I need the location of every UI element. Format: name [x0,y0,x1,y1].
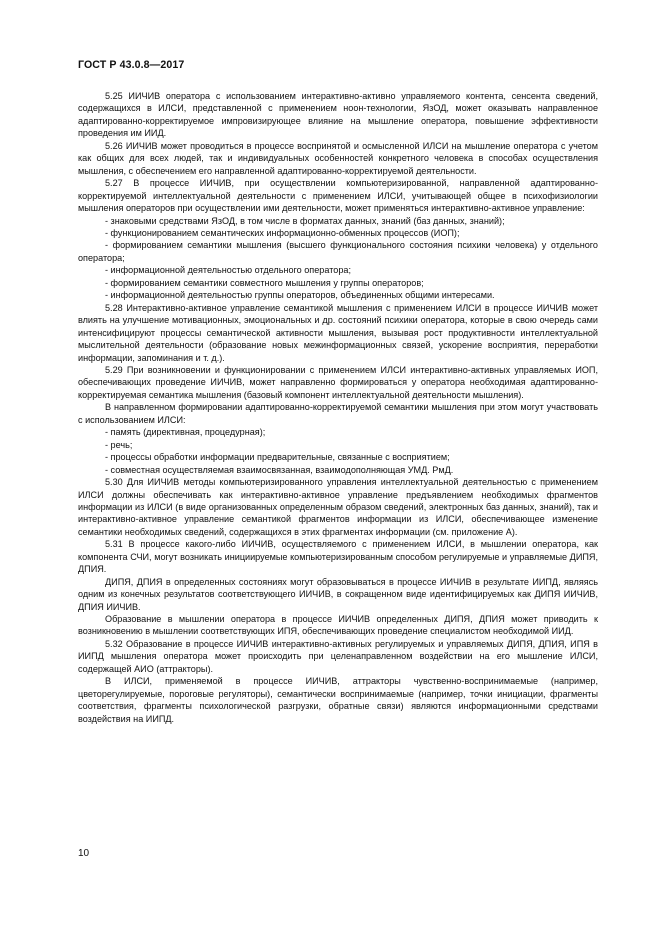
list-item: - речь; [105,439,133,450]
list-item: - формированием семантики совместного мышления у группы операторов; [105,277,424,288]
paragraph-5-27: 5.27 В процессе ИИЧИВ, при осуществлении компьютеризированной, направленной адаптированно-корректируемой интеллектуальной деятельности с применением ИЛСИ, учитывающей общее в психофизиологии мышления операторов при осуществлении ими деятельности, может применяться интерактивно-активное управление: [78,178,598,214]
list-item: - информационной деятельностью группы операторов, объединенных общими интересами. [105,290,495,301]
paragraph-5-25: 5.25 ИИЧИВ оператора с использованием интерактивно-активно управляемого контента, сенсента сведений, содержащихся в ИЛСИ, представленной с применением ноон-технологии, ЯзОД, может оказывать направленное адаптированно-корректируемое импровизирующее влияние на мышление оператора, повышение эффективности проведения им ИИД. [78,91,598,139]
list-item: - процессы обработки информации предварительные, связанные с восприятием; [105,452,450,463]
paragraph-5-32: 5.32 Образование в процессе ИИЧИВ интерактивно-активных регулируемых и управляемых ДИПЯ, ДПИЯ, ИПЯ в ИИПД мышления оператора может происходить при целенаправленном воздействии на его мышление ИЛСИ, содержащей АИО (аттракторы). [78,638,598,674]
page-number: 10 [78,848,90,859]
paragraph-text: В направленном формировании адаптированно-корректируемой семантики мышления при этом могут участвовать с использованием ИЛСИ: [78,402,598,425]
paragraph-text: Образование в мышлении оператора в процессе ИИЧИВ определенных ДИПЯ, ДПИЯ может приводить к возникновению в мышлении соответствующих ИПЯ, обеспечивающих проведение специалистом необходимой ИИД. [78,614,598,637]
list-item: - формированием семантики мышления (высшего функционального состояния психики человека) у отдельного оператора; [78,240,598,263]
paragraph-text: ДИПЯ, ДПИЯ в определенных состояниях могут образовываться в процессе ИИЧИВ в результате ИИПД, являясь одним из конечных результатов соответствующего ИИЧИВ, в сокращенном виде идентифицируемых как ДИПЯ ИИЧИВ, ДПИЯ ИИЧИВ. [78,576,598,612]
list-item: - память (директивная, процедурная); [105,427,266,438]
paragraph-5-29: 5.29 При возникновении и функционировании с применением ИЛСИ интерактивно-активных управляемых ИОП, обеспечивающих проведение ИИЧИВ, может направленно формироваться у оператора необходимая адаптированно-корректируемая семантика мышления (базовый компонент интеллектуальной деятельности мышления). [78,364,598,400]
list-item: - функционированием семантических информационно-обменных процессов (ИОП); [105,227,460,238]
paragraph-5-31: 5.31 В процессе какого-либо ИИЧИВ, осуществляемого с применением ИЛСИ, в мышлении оператора, как компонента СЧИ, могут возникать инициируемые компьютеризированным способом регулируемые и управляемые ДИПЯ, ДПИЯ. [78,539,598,575]
document-body [78,90,598,725]
paragraph-5-26: 5.26 ИИЧИВ может проводиться в процессе воспринятой и осмысленной ИЛСИ на мышление оператора с учетом как общих для всех людей, так и индивидуальных особенностей конкретного человека в способах осуществления мышления, с обеспечением его направленной адаптированно-корректируемой деятельности. [78,140,598,176]
list-item: - информационной деятельностью отдельного оператора; [105,265,351,276]
paragraph-5-28: 5.28 Интерактивно-активное управление семантикой мышления с применением ИЛСИ в процессе ИИЧИВ может влиять на улучшение мотивационных, эмоциональных и др. состояний психики оператора, которые в свою очередь сами интенсифицируют процессы семантической активности мышления, вызывая рост продуктивности интеллектуальной мыслительной деятельности (образование новых межинформационных связей, ускорение восприятия, переработки информации, запоминания и т. д.). [78,302,598,363]
list-item: - знаковыми средствами ЯзОД, в том числе в форматах данных, знаний (баз данных, знаний); [105,215,505,226]
list-item: - совместная осуществляемая взаимосвязанная, взаимодополняющая УМД. РмД. [105,464,454,475]
paragraph-5-30: 5.30 Для ИИЧИВ методы компьютеризированного управления интеллектуальной деятельностью с применением ИЛСИ должны обеспечивать как интерактивно-активное управление предъявлением необходимых фрагментов информации из ИЛСИ (в виде организованных определенным образом сведений, электронных баз данных, знаний), так и интерактивно-активное управление семантикой фрагментов информации из ИЛСИ, обеспечивающее изменение семантики необходимых сведений, содержащихся в этих фрагментах информации (см. приложение А). [78,477,598,537]
standard-designation: ГОСТ Р 43.0.8—2017 [78,59,185,71]
paragraph-text: В ИЛСИ, применяемой в процессе ИИЧИВ, аттракторы чувственно-воспринимаемые (например, цветорегулируемые, пороговые регуляторы), семантически воспринимаемые (например, точки инициации, фрагменты соответствия, фрагменты психологической разгрузки, обратные связи) являются информационными средствами воздействия на ИИПД. [78,676,598,724]
